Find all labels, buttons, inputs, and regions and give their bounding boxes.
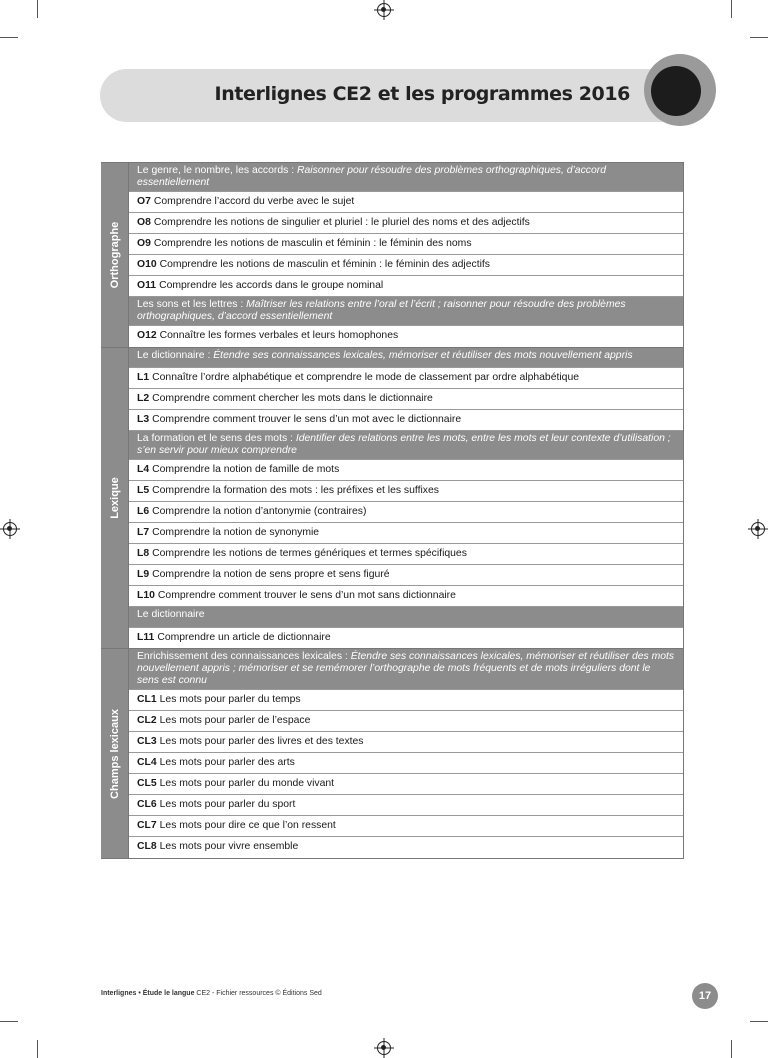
section-objective: Identifier des relations entre les mots, entre les mots et leur contexte d’utilisation ; s’en servir pour mieux comprendre bbox=[137, 433, 671, 457]
skill-text: Les mots pour parler de l’espace bbox=[159, 715, 311, 727]
table-row bbox=[129, 523, 683, 544]
table-row bbox=[129, 690, 683, 711]
header-banner bbox=[100, 69, 670, 122]
table-row bbox=[129, 795, 683, 816]
skill-code: CL5 bbox=[137, 778, 157, 790]
skill-text: Comprendre l’accord du verbe avec le sujet bbox=[153, 196, 355, 207]
crop-mark bbox=[0, 37, 18, 38]
skill-text: Comprendre les notions de masculin et féminin : le féminin des adjectifs bbox=[159, 259, 490, 270]
section-header-row bbox=[129, 163, 683, 192]
crop-mark bbox=[750, 1021, 768, 1022]
table-group bbox=[101, 162, 684, 348]
crop-mark bbox=[37, 1040, 38, 1058]
skill-code: CL4 bbox=[137, 757, 157, 769]
skill-text: Comprendre les notions de singulier et pluriel : le pluriel des noms et des adjectifs bbox=[153, 217, 530, 228]
skill-text: Comprendre la notion d’antonymie (contraires) bbox=[152, 506, 367, 518]
group-rows bbox=[128, 348, 684, 649]
group-side-label bbox=[101, 649, 128, 858]
table-row bbox=[129, 192, 683, 213]
skill-code: O11 bbox=[137, 280, 157, 291]
table-row bbox=[129, 326, 683, 347]
table-row bbox=[129, 481, 683, 502]
skill-code: O7 bbox=[137, 196, 151, 207]
group-label: Orthographe bbox=[108, 221, 121, 289]
skill-text: Comprendre les notions de masculin et féminin : le féminin des noms bbox=[153, 238, 472, 249]
crop-mark bbox=[731, 1040, 732, 1058]
skill-text: Connaître les formes verbales et leurs homophones bbox=[159, 330, 399, 341]
skill-code: L5 bbox=[137, 485, 150, 497]
table-row bbox=[129, 565, 683, 586]
section-title: Le dictionnaire : bbox=[137, 349, 214, 361]
skill-code: O10 bbox=[137, 259, 157, 270]
footer-brand: Interlignes • Étude le langue bbox=[101, 990, 195, 997]
page-number: 17 bbox=[692, 983, 718, 1009]
skill-text: Comprendre un article de dictionnaire bbox=[157, 631, 331, 643]
group-side-label bbox=[101, 348, 128, 649]
table-row bbox=[129, 753, 683, 774]
skill-code: L1 bbox=[137, 372, 150, 384]
section-objective: Raisonner pour résoudre des problèmes orthographiques, d’accord essentiellement bbox=[137, 165, 606, 188]
header-circle-inner-icon bbox=[651, 66, 701, 116]
skill-code: L6 bbox=[137, 506, 150, 518]
registration-mark-icon bbox=[377, 3, 391, 17]
page-title: Interlignes CE2 et les programmes 2016 bbox=[214, 83, 630, 105]
section-header-row bbox=[129, 297, 683, 326]
programme-table bbox=[101, 162, 684, 859]
table-row bbox=[129, 837, 683, 858]
section-header-row bbox=[129, 431, 683, 460]
skill-text: Comprendre comment trouver le sens d’un mot avec le dictionnaire bbox=[152, 414, 462, 426]
group-rows bbox=[128, 649, 684, 858]
skill-code: CL3 bbox=[137, 736, 157, 748]
group-label: Lexique bbox=[108, 477, 121, 519]
skill-text: Comprendre la formation des mots : les préfixes et les suffixes bbox=[152, 485, 439, 497]
registration-mark-icon bbox=[751, 522, 765, 536]
skill-text: Comprendre la notion de sens propre et sens figuré bbox=[152, 569, 390, 581]
table-row bbox=[129, 732, 683, 753]
skill-text: Comprendre les notions de termes génériques et termes spécifiques bbox=[152, 548, 467, 560]
table-row bbox=[129, 774, 683, 795]
section-header-row bbox=[129, 348, 683, 369]
skill-text: Les mots pour parler des livres et des textes bbox=[159, 736, 364, 748]
skill-text: Les mots pour parler du temps bbox=[159, 694, 301, 706]
skill-text: Les mots pour parler du sport bbox=[159, 799, 296, 811]
skill-code: L11 bbox=[137, 631, 155, 643]
skill-code: CL1 bbox=[137, 694, 157, 706]
skill-code: L4 bbox=[137, 464, 150, 476]
section-title: Enrichissement des connaissances lexicales : bbox=[137, 651, 351, 663]
skill-text: Comprendre les accords dans le groupe nominal bbox=[159, 280, 384, 291]
table-row bbox=[129, 389, 683, 410]
skill-code: O12 bbox=[137, 330, 157, 341]
footer-rest: CE2 - Fichier ressources © Éditions Sed bbox=[196, 990, 322, 997]
skill-text: Connaître l’ordre alphabétique et comprendre le mode de classement par ordre alphabétique bbox=[152, 372, 579, 384]
skill-code: CL7 bbox=[137, 820, 157, 832]
group-label: Champs lexicaux bbox=[108, 708, 121, 799]
table-row bbox=[129, 628, 683, 649]
skill-text: Les mots pour parler du monde vivant bbox=[159, 778, 335, 790]
section-title: Les sons et les lettres : bbox=[137, 299, 247, 310]
table-row bbox=[129, 276, 683, 297]
table-group bbox=[101, 348, 684, 650]
table-row bbox=[129, 586, 683, 607]
registration-mark-icon bbox=[377, 1041, 391, 1055]
section-header-row bbox=[129, 649, 683, 690]
table-row bbox=[129, 255, 683, 276]
group-side-label bbox=[101, 163, 128, 347]
table-row bbox=[129, 410, 683, 431]
crop-mark bbox=[731, 0, 732, 18]
skill-code: L7 bbox=[137, 527, 150, 539]
footer-credit bbox=[101, 990, 322, 997]
section-header-row bbox=[129, 607, 683, 628]
registration-mark-icon bbox=[3, 522, 17, 536]
section-objective: Étendre ses connaissances lexicales, mémoriser et réutiliser des mots nouvellement appris bbox=[213, 349, 633, 361]
skill-code: L8 bbox=[137, 548, 150, 560]
section-title: Le dictionnaire bbox=[137, 609, 205, 621]
crop-mark bbox=[0, 1021, 18, 1022]
table-row bbox=[129, 460, 683, 481]
skill-code: O8 bbox=[137, 217, 151, 228]
skill-code: CL8 bbox=[137, 841, 157, 853]
skill-code: L2 bbox=[137, 393, 150, 405]
skill-text: Les mots pour vivre ensemble bbox=[159, 841, 299, 853]
skill-text: Les mots pour parler des arts bbox=[159, 757, 295, 769]
skill-code: L10 bbox=[137, 590, 155, 602]
table-row bbox=[129, 234, 683, 255]
skill-text: Comprendre la notion de synonymie bbox=[152, 527, 320, 539]
table-row bbox=[129, 502, 683, 523]
table-row bbox=[129, 368, 683, 389]
crop-mark bbox=[750, 37, 768, 38]
skill-text: Comprendre la notion de famille de mots bbox=[152, 464, 340, 476]
table-group bbox=[101, 649, 684, 859]
section-objective: Étendre ses connaissances lexicales, mémoriser et réutiliser des mots nouvellement appris ; mémoriser et se remémorer l’orthographe de mots fréquents et de mots irréguliers dont le sens est connu bbox=[137, 651, 675, 687]
skill-text: Comprendre comment trouver le sens d’un mot sans dictionnaire bbox=[157, 590, 456, 602]
skill-code: CL2 bbox=[137, 715, 157, 727]
skill-code: O9 bbox=[137, 238, 151, 249]
skill-code: L9 bbox=[137, 569, 150, 581]
skill-code: CL6 bbox=[137, 799, 157, 811]
table-row bbox=[129, 711, 683, 732]
skill-code: L3 bbox=[137, 414, 150, 426]
table-row bbox=[129, 213, 683, 234]
table-row bbox=[129, 816, 683, 837]
skill-text: Comprendre comment chercher les mots dans le dictionnaire bbox=[152, 393, 433, 405]
section-title: La formation et le sens des mots : bbox=[137, 433, 296, 445]
group-rows bbox=[128, 163, 684, 347]
section-title: Le genre, le nombre, les accords : bbox=[137, 165, 297, 176]
crop-mark bbox=[37, 0, 38, 18]
table-row bbox=[129, 544, 683, 565]
skill-text: Les mots pour dire ce que l’on ressent bbox=[159, 820, 336, 832]
section-objective: Maîtriser les relations entre l’oral et l’écrit ; raisonner pour résoudre des problèmes orthographiques, d’accord essentiellement bbox=[137, 299, 626, 322]
